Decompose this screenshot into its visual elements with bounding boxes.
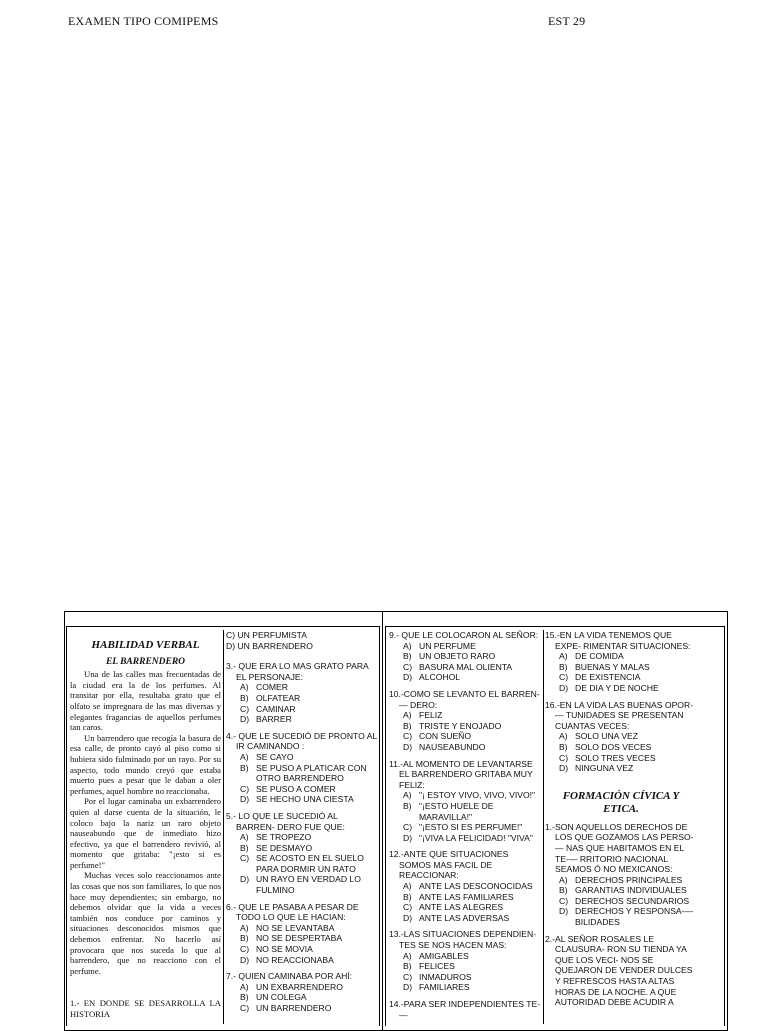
option-text: "¡ ESTOY VIVO, VIVO, VIVO!" (419, 790, 536, 801)
question-list (226, 661, 378, 1013)
answer-option (389, 641, 541, 652)
option-text: TRISTE Y ENOJADO (419, 720, 502, 731)
answer-option (389, 892, 541, 903)
option-text: UN BARRENDERO (256, 1003, 332, 1013)
answer-option (389, 662, 541, 673)
option-letter: D) (240, 874, 250, 885)
option-text: BUENAS Y MALAS (575, 661, 650, 672)
question-item (389, 999, 541, 1020)
answer-option (389, 972, 541, 983)
answer-option (226, 923, 378, 934)
option-text: ANTE LAS ADVERSAS (419, 912, 510, 923)
option-letter: A) (559, 651, 568, 662)
option-letter: D) (403, 912, 413, 923)
answer-option (389, 731, 541, 742)
story-paragraph: Por el lugar caminaba un exbarrendero quien al darse cuenta de la situación, le coloco bajo la nariz un raro objeto nauseabundo que de inmediato hizo efectivo, ya que el barrendero revivió, al momento que gritaba: "¡esto si es perfume!" (70, 796, 221, 870)
answer-option (545, 742, 697, 753)
answer-option (389, 881, 541, 892)
answer-option (389, 913, 541, 924)
answer-option (389, 790, 541, 801)
option-line: D) UN BARRENDERO (226, 640, 313, 651)
column-divider-right (543, 630, 544, 1024)
answer-option (389, 951, 541, 962)
option-text: ANTE LAS DESCONOCIDAS (419, 881, 533, 892)
question-item (545, 822, 697, 928)
option-letter: A) (403, 881, 412, 892)
question-item (226, 731, 378, 805)
option-letter: D) (403, 741, 413, 752)
option-letter: D) (559, 763, 569, 774)
option-letter: A) (240, 751, 249, 762)
option-text: BARRER (256, 714, 292, 725)
answer-option (389, 672, 541, 683)
option-letter: A) (403, 790, 412, 801)
school-code: EST 29 (548, 14, 586, 28)
question-list (389, 630, 541, 1020)
option-letter: B) (240, 933, 249, 944)
option-letter: B) (559, 661, 568, 672)
question-list (545, 822, 697, 1008)
option-text: DE DIA Y DE NOCHE (575, 682, 659, 693)
story-paragraph: Muchas veces solo reaccionamos ante las cosas que nos son familiares, lo que nos hace muy dependientes; sin embargo, no debemos olvidar que la vida a veces también nos conduce por caminos y situaciones desconocidos mismos que debemos enfrentar. No hacerlo así provocara que nos suceda lo que al barrendero, que no reacciono con el perfume. (70, 870, 221, 976)
answer-option (226, 992, 378, 1003)
option-text: NO REACCIONABA (256, 954, 334, 965)
option-text: BASURA MAL OLIENTA (419, 661, 513, 672)
option-letter: D) (559, 906, 569, 917)
option-text: DERECHOS SECUNDARIOS (575, 895, 690, 906)
section-title-habilidad-verbal: HABILIDAD VERBAL (91, 639, 200, 651)
option-text: DERECHOS Y RESPONSA-— BILIDADES (575, 906, 694, 928)
option-text: ALCOHOL (419, 672, 461, 683)
question-item (389, 759, 541, 844)
answer-option (226, 794, 378, 805)
option-text: SE CAYO (256, 751, 294, 762)
option-letter: A) (240, 922, 249, 933)
option-letter: A) (240, 682, 249, 693)
question-item (545, 700, 697, 774)
answer-option (545, 753, 697, 764)
option-text: SE PUSO A COMER (256, 783, 336, 794)
option-letter: B) (240, 692, 249, 703)
story-paragraph: Un barrendero que recogía la basura de esa calle, de pronto cayó al piso como si hubiera sido fulminado por un rayo. Por su aspecto, todo mundo creyó que estaba muerto pues a pesar que le daban a oler perfumes, aquel hombre no reaccionaba. (70, 732, 221, 796)
option-letter: A) (240, 981, 249, 992)
answer-option (226, 784, 378, 795)
option-text: NAUSEABUNDO (419, 741, 486, 752)
answer-option (226, 752, 378, 763)
option-text: FELICES (419, 961, 455, 972)
option-letter: C) (403, 661, 413, 672)
option-letter: D) (240, 714, 250, 725)
column-divider-left (223, 630, 224, 1024)
answer-option (389, 721, 541, 732)
option-letter: B) (403, 891, 412, 902)
answer-option (226, 682, 378, 693)
section-title-line: ETICA. (603, 802, 639, 815)
question-stem: 2.-AL SEÑOR ROSALES LE CLAUSURA- RON SU TIENDA YA QUE LOS VECI- NOS SE QUEJARON DE VENDER DULCES Y REFRESCOS HASTA ALTAS HORAS DE LA NOCHE. A QUE AUTORIDAD DEBE ACUDIR A (545, 933, 693, 1008)
option-letter: C) (559, 895, 569, 906)
question-stem: 16.-EN LA VIDA LAS BUENAS OPOR-— TUNIDADES SE PRESENTAN CUANTAS VECES: (545, 699, 694, 731)
option-text: SE TROPEZO (256, 832, 312, 843)
option-letter: B) (240, 992, 249, 1003)
question-stem: 4.- QUE LE SUCEDIÓ DE PRONTO AL IR CAMINANDO : (226, 730, 377, 752)
option-letter: B) (559, 741, 568, 752)
option-text: UN RAYO EN VERDAD LO FULMINO (256, 874, 361, 896)
option-text: ANTE LAS FAMILIARES (419, 891, 514, 902)
option-letter: C) (403, 731, 413, 742)
question-stem: 11.-AL MOMENTO DE LEVANTARSE EL BARRENDERO GRITABA MUY FELIZ: (389, 758, 533, 790)
option-text: SE PUSO A PLATICAR CON OTRO BARRENDERO (256, 762, 367, 784)
answer-option (226, 704, 378, 715)
answer-option (389, 982, 541, 993)
questions-column-3 (389, 630, 541, 1024)
question-stem: 3.- QUE ERA LO MAS GRATO PARA EL PERSONAJE: (226, 661, 369, 682)
option-text: SOLO DOS VECES (575, 741, 652, 752)
option-letter: C) (240, 783, 250, 794)
answer-option (389, 651, 541, 662)
answer-option (226, 853, 378, 874)
answer-option (545, 683, 697, 694)
option-text: SOLO TRES VECES (575, 752, 656, 763)
option-letter: B) (403, 651, 412, 662)
questions-column-4 (545, 630, 697, 1024)
option-letter: D) (403, 832, 413, 843)
answer-option (226, 763, 378, 784)
question-stem: 13.-LAS SITUACIONES DEPENDIEN- TES SE NOS HACEN MAS: (389, 929, 537, 951)
option-letter: C) (403, 902, 413, 913)
option-letter: C) (240, 853, 250, 864)
option-letter: A) (403, 950, 412, 961)
question-stem: 6.- QUE LE PASABA A PESAR DE TODO LO QUE LE HACIAN: (226, 901, 359, 923)
option-letter: A) (240, 832, 249, 843)
option-letter: C) (240, 1003, 250, 1013)
answer-option (545, 763, 697, 774)
option-letter: D) (403, 982, 413, 993)
question-item (226, 971, 378, 1013)
option-text: DE EXISTENCIA (575, 672, 641, 683)
section-title-line: FORMACIÓN CÍVICA Y (562, 789, 680, 802)
option-letter: A) (403, 640, 412, 651)
reading-column (70, 630, 221, 1024)
answer-option (226, 944, 378, 955)
option-letter: C) (403, 822, 413, 833)
option-text: GARANTIAS INDIVIDUALES (575, 885, 687, 896)
answer-option (545, 896, 697, 907)
option-letter: B) (559, 885, 568, 896)
option-letter: A) (403, 710, 412, 721)
option-letter: C) (403, 971, 413, 982)
question-stem: 15.-EN LA VIDA TENEMOS QUE EXPE- RIMENTAR SITUACIONES: (545, 630, 691, 651)
question-item (389, 929, 541, 993)
option-text: SE HECHO UNA CIESTA (256, 794, 354, 805)
answer-option (545, 906, 697, 927)
option-letter: D) (559, 682, 569, 693)
question-item (545, 934, 697, 1008)
option-letter: C) (240, 703, 250, 714)
section-title-formacion-civica (545, 790, 697, 816)
option-letter: D) (240, 794, 250, 805)
option-text: AMIGABLES (419, 950, 469, 961)
answer-option (389, 833, 541, 844)
option-letter: A) (559, 874, 568, 885)
question-stem: 1.- EN DONDE SE DESARROLLA LA HISTORIA (70, 998, 221, 1019)
answer-option (545, 651, 697, 662)
option-letter: B) (403, 800, 412, 811)
answer-option (545, 731, 697, 742)
answer-option (226, 982, 378, 993)
answer-option (389, 902, 541, 913)
answer-option (226, 874, 378, 895)
option-text: FAMILIARES (419, 982, 470, 993)
question-stem: 14.-PARA SER INDEPENDIENTES TE-— (389, 999, 541, 1020)
question-stem: 12.-ANTE QUE SITUACIONES SOMOS MAS FACIL DE REACCIONAR: (389, 849, 509, 881)
questions-column-2 (226, 630, 378, 1024)
option-text: UN PERFUME (419, 640, 476, 651)
question-item (226, 902, 378, 966)
answer-option (389, 961, 541, 972)
option-text: SOLO UNA VEZ (575, 731, 639, 742)
answer-option (389, 710, 541, 721)
question-stem: 5.- LO QUE LE SUCEDIÓ AL BARREN- DERO FUE QUE: (226, 810, 345, 832)
option-letter: D) (403, 672, 413, 683)
option-letter: D) (240, 954, 250, 965)
answer-option (226, 843, 378, 854)
option-text: CAMINAR (256, 703, 296, 714)
option-text: NINGUNA VEZ (575, 763, 634, 774)
answer-option (226, 955, 378, 966)
question-item (389, 630, 541, 683)
option-text: OLFATEAR (256, 692, 301, 703)
option-text: UN COLEGA (256, 992, 307, 1003)
option-line: C) UN PERFUMISTA (226, 630, 308, 640)
answer-option (226, 933, 378, 944)
answer-option (545, 662, 697, 673)
question-stem: 9.- QUE LE COLOCARON AL SEÑOR: (389, 630, 539, 640)
question-item (545, 630, 697, 694)
option-text: "¡VIVA LA FELICIDAD! "VIVA" (419, 832, 533, 843)
answer-option (389, 801, 541, 822)
answer-option (226, 693, 378, 704)
story-title: EL BARRENDERO (105, 656, 186, 667)
answer-option (226, 832, 378, 843)
answer-option (389, 822, 541, 833)
option-letter: C) (559, 672, 569, 683)
option-letter: B) (403, 720, 412, 731)
option-text: DERECHOS PRINCIPALES (575, 874, 683, 885)
answer-option (545, 672, 697, 683)
option-text: FELIZ (419, 710, 443, 721)
option-text: CON SUEÑO (419, 731, 472, 742)
question-stem: 7.- QUIEN CAMINABA POR AHÍ: (226, 971, 353, 982)
answer-option (545, 885, 697, 896)
option-letter: B) (240, 842, 249, 853)
option-text: UN EXBARRENDERO (256, 981, 343, 992)
option-text: DE COMIDA (575, 651, 624, 662)
question-item (389, 849, 541, 923)
option-text: ANTE LAS ALEGRES (419, 902, 504, 913)
option-letter: B) (403, 961, 412, 972)
option-text: "¡ESTO SI ES PERFUME!" (419, 822, 523, 833)
question-item (389, 689, 541, 753)
answer-option (389, 742, 541, 753)
question-item (226, 811, 378, 896)
option-text: INMADUROS (419, 971, 472, 982)
option-text: NO SE DESPERTABA (256, 933, 343, 944)
question-stem: 1.-SON AQUELLOS DERECHOS DE LOS QUE GOZAMOS LAS PERSO-— NAS QUE HABITAMOS EN EL TE-— RRITORIO NACIONAL SEAMOS Ó NO MEXICANOS: (545, 821, 694, 875)
option-text: COMER (256, 682, 288, 693)
option-text: NO SE MOVIA (256, 944, 313, 955)
question-item (226, 661, 378, 725)
option-letter: A) (559, 731, 568, 742)
option-text: UN OBJETO RARO (419, 651, 496, 662)
story-paragraph: Una de las calles mas frecuentadas de la ciudad era la de los perfumes. Al transitar por ella, resultaba grato que el olfato se impregnara de las mas diversas y elegantes fragancias de aquellos perfumes tan caros. (70, 669, 221, 733)
center-divider (382, 611, 383, 1031)
option-text: SE DESMAYO (256, 842, 313, 853)
option-letter: B) (240, 762, 249, 773)
question-stem: 10.-COMO SE LEVANTO EL BARREN-— DERO: (389, 688, 540, 710)
exam-title: EXAMEN TIPO COMIPEMS (68, 14, 219, 28)
answer-option (545, 875, 697, 886)
option-text: NO SE LEVANTABA (256, 922, 335, 933)
option-text: "¡ESTO HUELE DE MARAVILLA!" (419, 800, 494, 822)
option-text: SE ACOSTO EN EL SUELO PARA DORMIR UN RATO (256, 853, 364, 874)
option-letter: C) (240, 944, 250, 955)
option-letter: C) (559, 752, 569, 763)
answer-option (226, 1003, 378, 1014)
answer-option (226, 714, 378, 725)
question-list (545, 630, 697, 774)
